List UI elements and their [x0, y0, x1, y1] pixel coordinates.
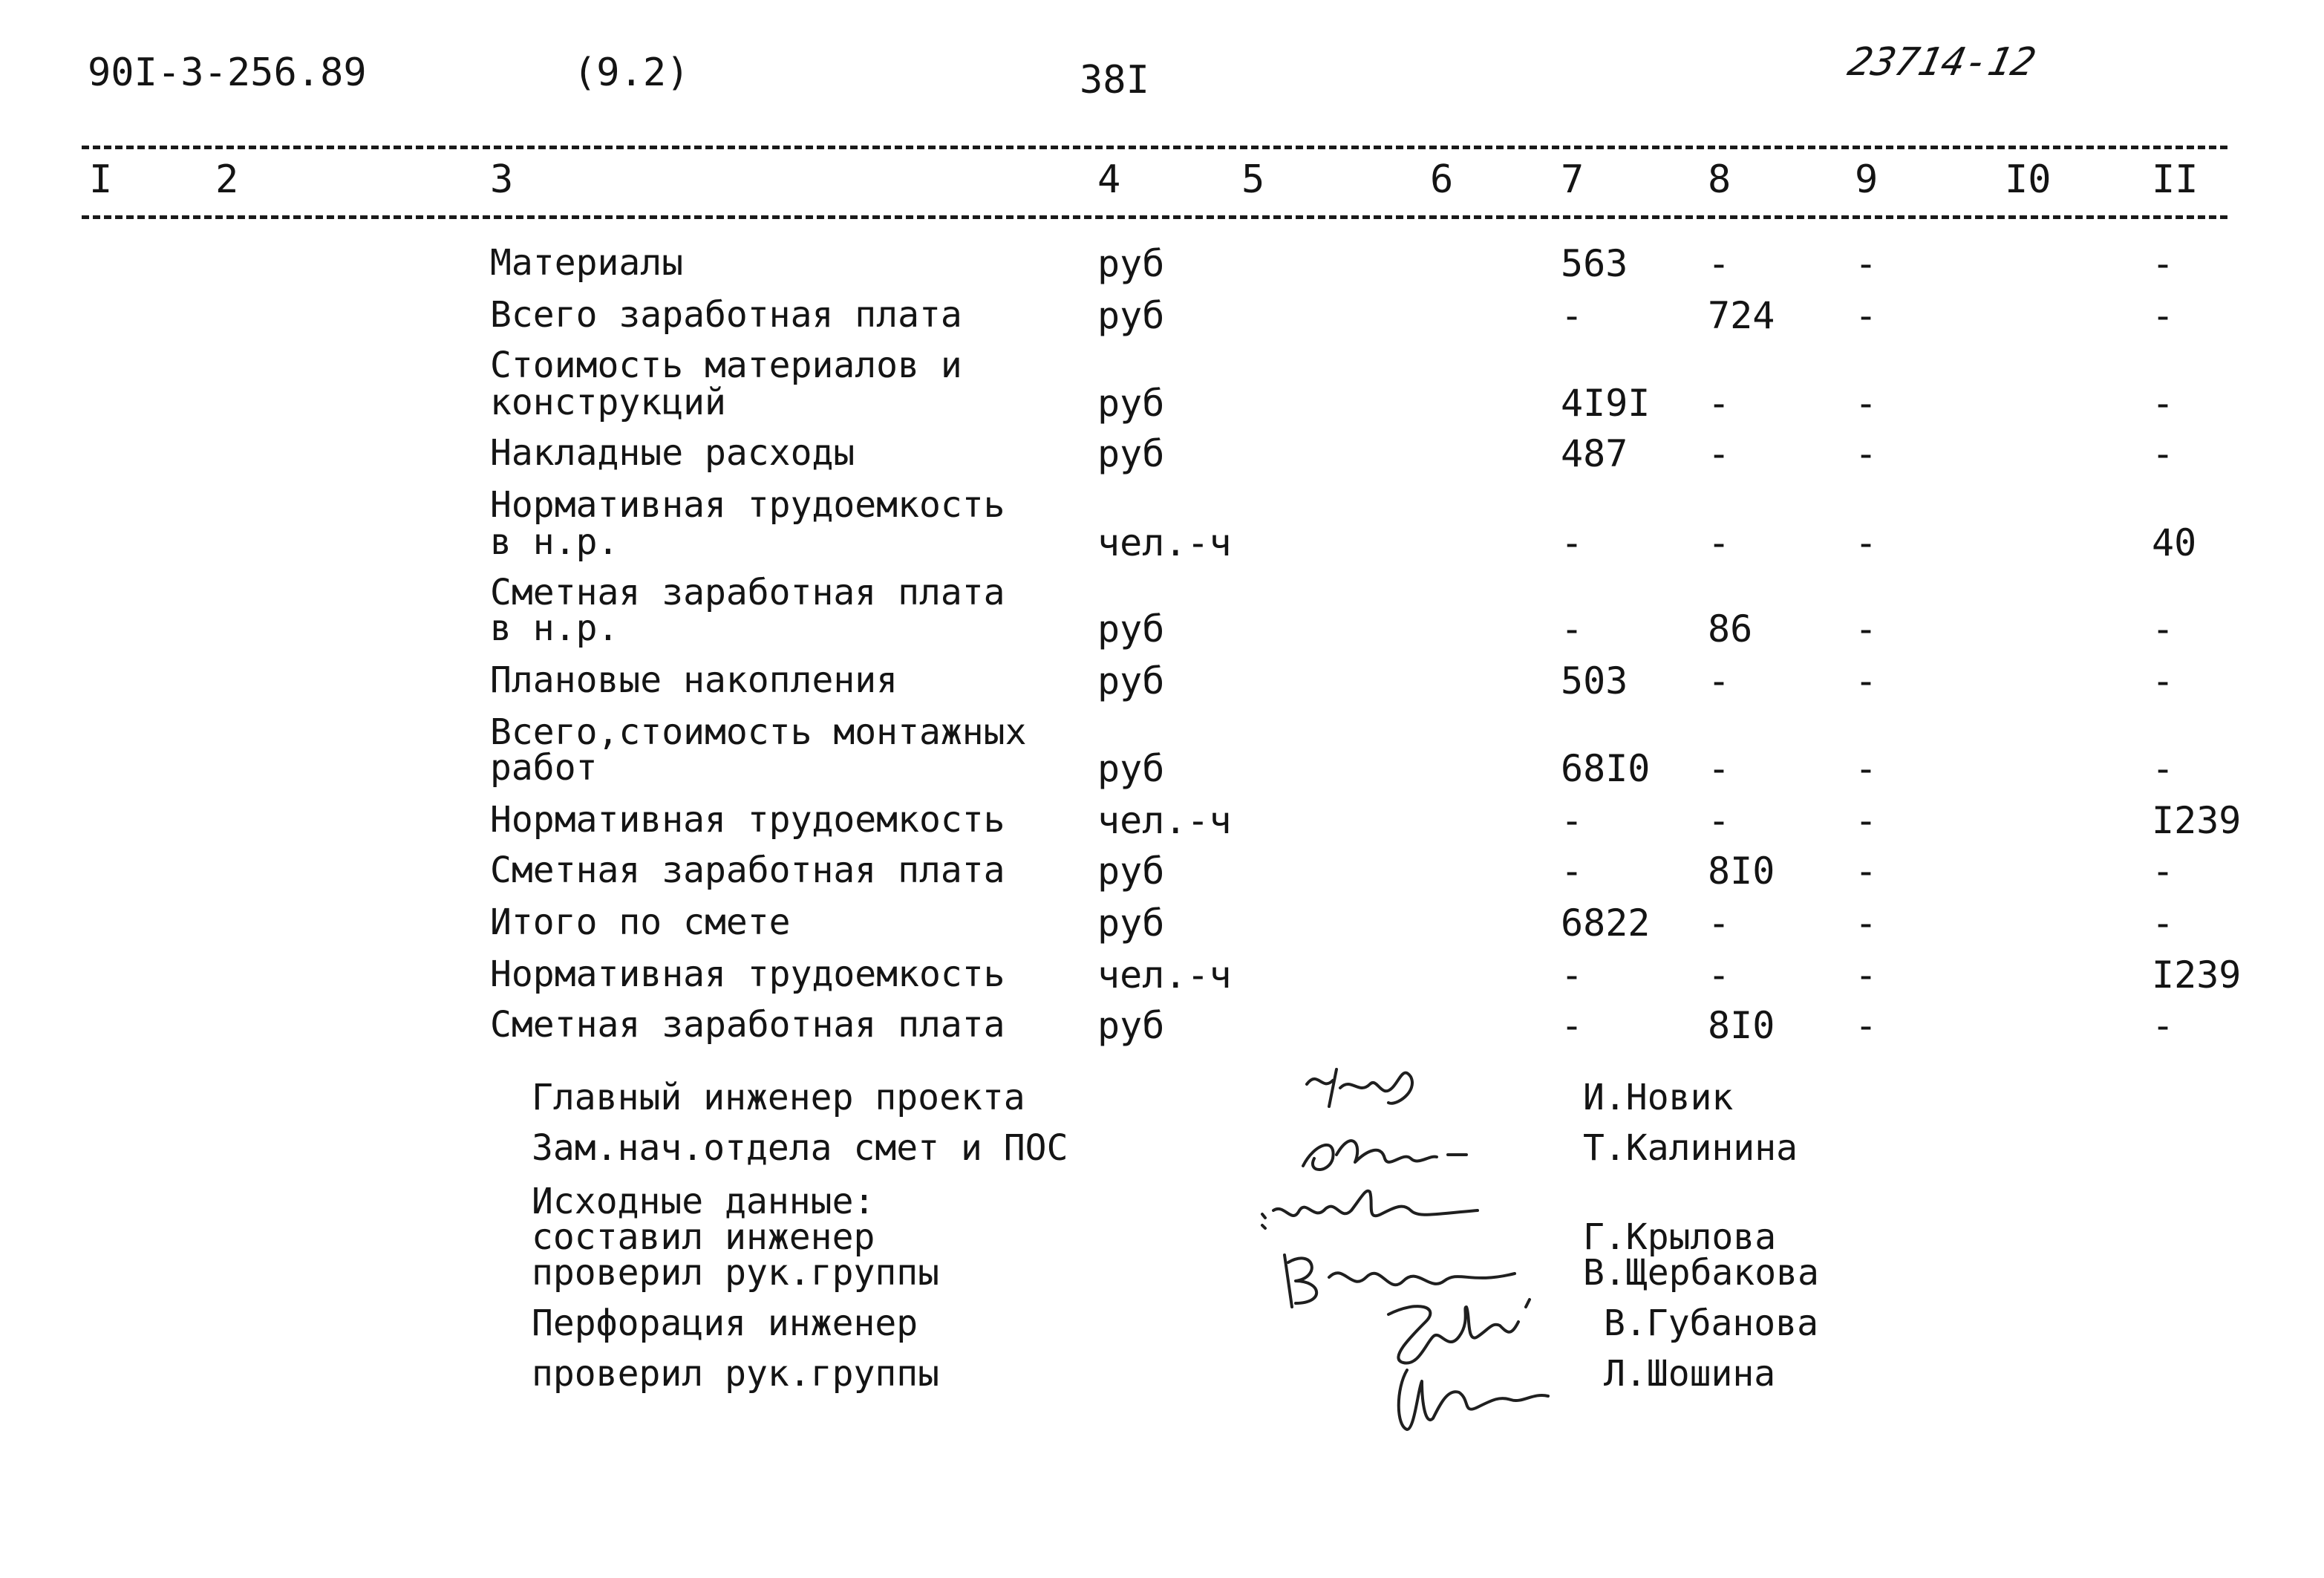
- column-header-8: 8: [1708, 157, 1731, 202]
- cell-col8: 8I0: [1708, 1004, 1775, 1047]
- cell-col9: -: [1855, 659, 1878, 702]
- cell-col8: -: [1708, 521, 1731, 564]
- column-header-5: 5: [1241, 157, 1265, 202]
- handwritten-signature: [1292, 1114, 1485, 1188]
- cell-col8: 724: [1708, 294, 1775, 337]
- handwritten-signature: [1299, 1062, 1433, 1121]
- row-unit: руб: [1097, 1004, 1165, 1047]
- header-bottom-rule: [82, 215, 2227, 219]
- column-header-1: I: [89, 157, 113, 202]
- cell-col9: -: [1855, 242, 1878, 285]
- signatory-role: проверил рук.группы: [532, 1252, 940, 1294]
- row-unit: руб: [1097, 242, 1165, 285]
- archive-number: 23714-12: [1844, 40, 2040, 85]
- cell-col7: -: [1561, 850, 1584, 893]
- row-unit: чел.-ч: [1097, 521, 1232, 564]
- row-label-continuation: конструкций: [490, 382, 726, 423]
- row-unit: руб: [1097, 902, 1165, 945]
- signatory-name: И.Новик: [1583, 1077, 1734, 1118]
- row-unit: руб: [1097, 382, 1165, 425]
- row-label: Всего заработная плата: [490, 294, 962, 336]
- row-label: Всего,стоимость монтажных: [490, 711, 1027, 753]
- cell-col11: -: [2152, 850, 2175, 893]
- row-label: Сметная заработная плата: [490, 1004, 1005, 1046]
- row-unit: руб: [1097, 607, 1165, 651]
- handwritten-signature: [1388, 1359, 1559, 1441]
- cell-col9: -: [1855, 850, 1878, 893]
- column-header-9: 9: [1855, 157, 1879, 202]
- cell-col9: -: [1855, 747, 1878, 790]
- row-label: Накладные расходы: [490, 432, 855, 474]
- cell-col8: -: [1708, 659, 1731, 702]
- cell-col11: -: [2152, 242, 2175, 285]
- cell-col7: -: [1561, 521, 1584, 564]
- signatory-role: Исходные данные:: [532, 1181, 875, 1222]
- cell-col11: -: [2152, 659, 2175, 702]
- cell-col11: -: [2152, 902, 2175, 945]
- row-unit: чел.-ч: [1097, 953, 1232, 997]
- column-header-11: II: [2152, 157, 2199, 202]
- cell-col7: -: [1561, 607, 1584, 651]
- signatory-name: Г.Крылова: [1583, 1216, 1777, 1258]
- page-number: 38I: [1080, 58, 1149, 102]
- cell-col8: -: [1708, 382, 1731, 425]
- cell-col11: -: [2152, 747, 2175, 790]
- cell-col7: 563: [1561, 242, 1628, 285]
- cell-col7: 503: [1561, 659, 1628, 702]
- cell-col7: 4I9I: [1561, 382, 1651, 425]
- row-unit: чел.-ч: [1097, 799, 1232, 842]
- row-label: Нормативная трудоемкость: [490, 953, 1005, 995]
- row-unit: руб: [1097, 294, 1165, 337]
- column-header-6: 6: [1430, 157, 1454, 202]
- cell-col7: 68I0: [1561, 747, 1651, 790]
- column-header-3: 3: [490, 157, 514, 202]
- signatory-name: Т.Калинина: [1583, 1127, 1798, 1169]
- cell-col9: -: [1855, 799, 1878, 842]
- cell-col9: -: [1855, 607, 1878, 651]
- cell-col8: -: [1708, 953, 1731, 997]
- cell-col8: 8I0: [1708, 850, 1775, 893]
- signatory-name: Л.Шошина: [1604, 1353, 1776, 1395]
- cell-col8: -: [1708, 902, 1731, 945]
- signatory-name: В.Губанова: [1604, 1302, 1818, 1344]
- cell-col11: I239: [2152, 953, 2242, 997]
- cell-col11: -: [2152, 432, 2175, 475]
- cell-col8: -: [1708, 242, 1731, 285]
- row-label: Стоимость материалов и: [490, 345, 962, 386]
- cell-col11: -: [2152, 1004, 2175, 1047]
- cell-col7: 6822: [1561, 902, 1651, 945]
- row-label: Сметная заработная плата: [490, 850, 1005, 891]
- column-header-2: 2: [215, 157, 239, 202]
- cell-col9: -: [1855, 953, 1878, 997]
- row-unit: руб: [1097, 850, 1165, 893]
- cell-col8: -: [1708, 432, 1731, 475]
- cell-col8: -: [1708, 799, 1731, 842]
- row-label: Плановые накопления: [490, 659, 898, 701]
- cell-col11: -: [2152, 382, 2175, 425]
- cell-col9: -: [1855, 902, 1878, 945]
- cell-col8: -: [1708, 747, 1731, 790]
- row-label-continuation: в н.р.: [490, 607, 619, 649]
- cell-col7: 487: [1561, 432, 1628, 475]
- cell-col8: 86: [1708, 607, 1753, 651]
- signatory-name: В.Щербакова: [1583, 1252, 1819, 1294]
- cell-col9: -: [1855, 521, 1878, 564]
- row-label: Сметная заработная плата: [490, 572, 1005, 613]
- row-unit: руб: [1097, 659, 1165, 702]
- row-label: Нормативная трудоемкость: [490, 799, 1005, 841]
- cell-col7: -: [1561, 294, 1584, 337]
- signatory-role: Главный инженер проекта: [532, 1077, 1025, 1118]
- cell-col7: -: [1561, 953, 1584, 997]
- row-label: Итого по смете: [490, 902, 791, 943]
- document-code: 90I-3-256.89: [88, 50, 367, 95]
- row-label-continuation: работ: [490, 747, 598, 789]
- signatory-role: Зам.нач.отдела смет и ПОС: [532, 1127, 1068, 1169]
- row-unit: руб: [1097, 432, 1165, 475]
- cell-col7: -: [1561, 1004, 1584, 1047]
- cell-col9: -: [1855, 294, 1878, 337]
- cell-col9: -: [1855, 432, 1878, 475]
- row-label-continuation: в н.р.: [490, 521, 619, 563]
- cell-col11: I239: [2152, 799, 2242, 842]
- cell-col11: -: [2152, 294, 2175, 337]
- section-number: (9.2): [573, 50, 690, 95]
- signatory-role: проверил рук.группы: [532, 1353, 940, 1395]
- column-header-10: I0: [2005, 157, 2052, 202]
- cell-col9: -: [1855, 1004, 1878, 1047]
- row-label: Нормативная трудоемкость: [490, 484, 1005, 526]
- cell-col7: -: [1561, 799, 1584, 842]
- cell-col11: -: [2152, 607, 2175, 651]
- header-top-rule: [82, 146, 2227, 149]
- column-header-4: 4: [1097, 157, 1121, 202]
- cell-col11: 40: [2152, 521, 2197, 564]
- signatory-role: составил инженер: [532, 1216, 875, 1258]
- row-unit: руб: [1097, 747, 1165, 790]
- cell-col9: -: [1855, 382, 1878, 425]
- row-label: Материалы: [490, 242, 684, 284]
- column-header-7: 7: [1561, 157, 1584, 202]
- signatory-role: Перфорация инженер: [532, 1302, 918, 1344]
